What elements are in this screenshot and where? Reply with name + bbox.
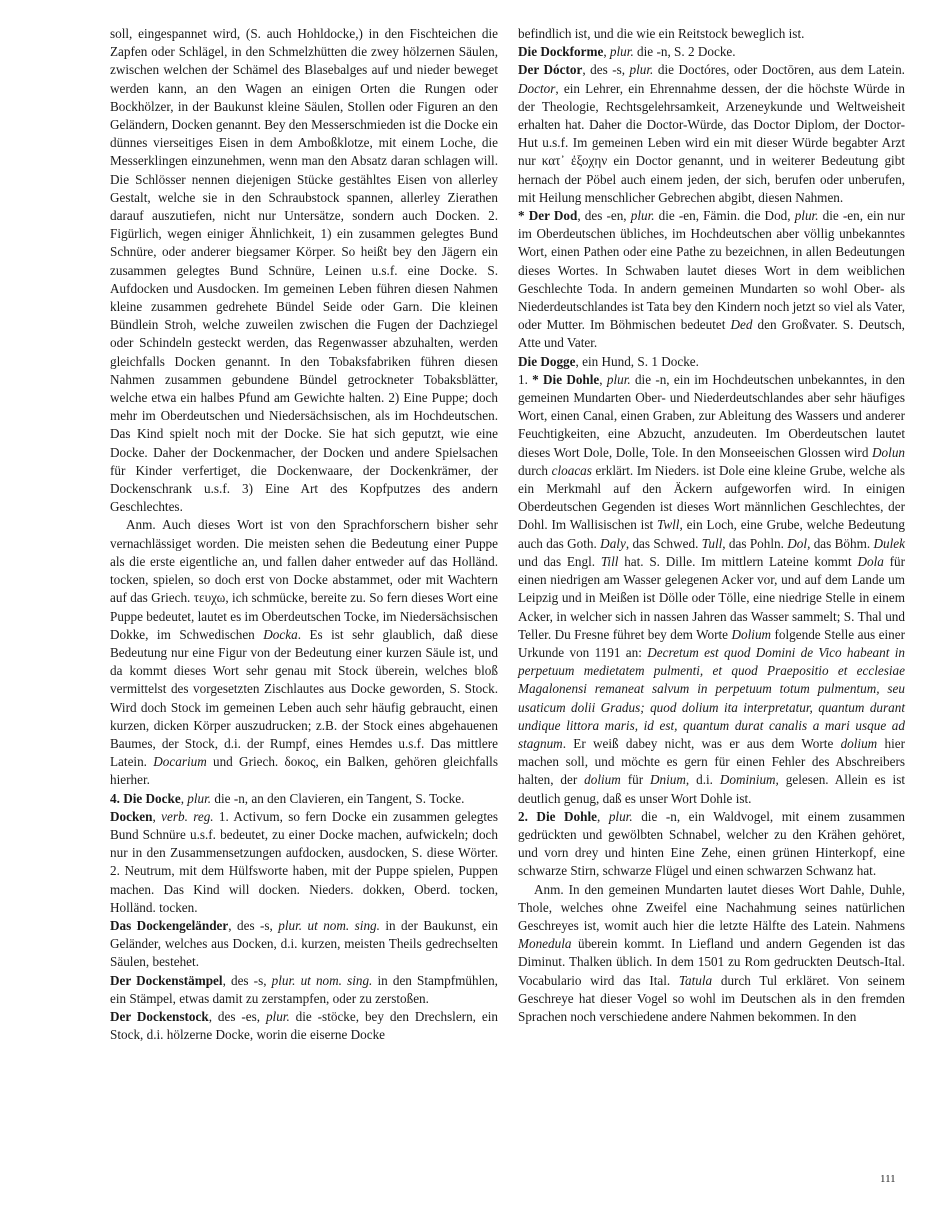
- text: Anm. In den gemeinen Mundarten lautet dieses Wort Dahle, Duhle, Thole, welches ohne Zweifel eine Nachahmung seines natürlichen Geschreyes ist, womit auch hier die letzte Hälfte des Latein. Nahmens: [518, 881, 905, 933]
- text: , des -en,: [577, 208, 631, 224]
- text: 1. Activum, so fern Docke ein zusammen gelegtes Bund Schnüre u.s.f. bedeutet, zu einer Docke machen, aufwickeln; doch nur in den Zusammensetzungen aufdocken, ausdocken, S. diese Wörter. 2. Neutrum, mit dem Hülfsworte haben, mit der Puppe spielen, Puppen machen. Das Kind will docken. Nieders. dokken, Oberd. tocken, Holländ. tocken.: [110, 808, 498, 915]
- text: . Er weiß dabey nicht, was er aus dem Worte: [562, 735, 841, 751]
- entry-doctor: [518, 61, 905, 207]
- italic-term: cloacas: [551, 462, 592, 478]
- text: durch Tul erkläret. Von seinem Geschreye hat dieser Vogel so wohl im Deutschen als in den fremden Sprachen noch verschiedene andere Nahmen bekommen. In den: [518, 972, 905, 1024]
- entry-dockengelaender: [110, 917, 498, 972]
- text: ,: [599, 371, 607, 387]
- page-number: 111: [880, 1173, 896, 1185]
- italic-term: Ded: [730, 317, 753, 333]
- text: den Großvater. S. Deutsch, Atte und Vater.: [518, 317, 905, 351]
- italic-term: Docka: [263, 626, 298, 642]
- text: und das Engl.: [518, 553, 601, 569]
- docke-annotation: [110, 516, 498, 789]
- entry-dogge: [518, 353, 905, 371]
- grammar-label: plur.: [629, 62, 654, 78]
- grammar-label: plur.: [187, 790, 212, 806]
- text: , d.i.: [685, 772, 720, 788]
- grammar-label: plur. ut nom. sing.: [278, 917, 380, 933]
- italic-term: Dolun: [872, 444, 905, 460]
- text: in der Baukunst, ein Geländer, welches aus Docken, d.i. kurzen, meisten Theils gedrechselten Säulen, bestehet.: [110, 917, 498, 970]
- text: ein Doctor genannt, und in weiterer Bedeutung gibt hernach der Pöbel auch einem jeden, der sich, berufen oder unberufen, mit Heilung menschlicher Gebrechen abgibt, diesen Nahmen.: [518, 153, 905, 205]
- entry-headword: Der Dockenstämpel: [110, 972, 223, 988]
- text: , ein Lehrer, ein Ehrennahme dessen, der die höchste Würde in der Theologie, Rechtsgelehrsamkeit, Arzeneykunde und Weltweisheit erhalten hat. Daher die Doctor-Würde, das Doctor Diplom, der Doctor-Hut u.s.f. Im gemeinen Leben wird ein mit dieser Würde begabter Arzt nur: [518, 80, 905, 169]
- entry-dod: [518, 207, 905, 353]
- grammar-label: plur. ut nom. sing.: [271, 972, 373, 988]
- text: durch: [518, 462, 552, 478]
- text: , ein Balken, gehören gleichfalls hierher.: [110, 754, 498, 788]
- text: und Griech.: [206, 754, 285, 770]
- grammar-label: plur.: [609, 44, 634, 60]
- italic-term: Daly: [600, 535, 626, 551]
- entry-headword: Die Dockforme: [518, 44, 604, 60]
- text: , das Schwed.: [625, 535, 702, 551]
- text: , ich schmücke, bereite zu. So fern dieses Wort eine Puppe bedeutet, lautet es im Oberdeutschen Tocke, im Niedersächsischen Dokke, im Schwedischen: [110, 590, 498, 642]
- italic-term: Dominium,: [719, 772, 779, 788]
- italic-term: Dnium: [650, 772, 686, 788]
- text: befindlich ist, und die wie ein Reitstock beweglich ist.: [518, 26, 805, 41]
- text: für einen niedrigen am Wasser gelegenen Acker vor, und auf dem Lande um Leipzig und in Meißen ist Dölle oder Tölle, eine niedrige Stelle in einem Acker, in welcher sich in nassen Jahren das Wasser sammelt; S. Thal und Teller. Du Fresne führet bey dem Worte: [518, 553, 905, 642]
- italic-term: Twll: [656, 517, 680, 533]
- text: gelesen. Allein es ist deutlich genug, daß es unser Wort Dohle ist.: [518, 772, 905, 806]
- text: ,: [596, 808, 609, 824]
- text: hat. S. Dille. Im mittlern Lateine kommt: [618, 553, 858, 569]
- entry-headword: Der Dockenstock: [110, 1008, 209, 1024]
- text: die -n, S. 2 Docke.: [633, 44, 736, 60]
- grammar-label: plur.: [630, 208, 655, 224]
- italic-term: Docarium: [153, 754, 207, 770]
- entry-headword: Docken: [110, 808, 153, 824]
- italic-term: Tull: [701, 535, 723, 551]
- italic-term: Monedula: [518, 936, 572, 952]
- text: die Doctóres, oder Doctōren, aus dem Latein.: [653, 62, 905, 78]
- italic-term: Dulek: [873, 535, 905, 551]
- greek-word: κατ᾽ ἐξοχην: [541, 153, 608, 169]
- text: . Es ist sehr glaublich, daß diese Bedeutung nur eine Figur von der Bedeutung einer kurzen Säule ist, und da kommt dieses Wort sehr genau mit Stock überein, welches bloß vermittelst des vorgesetzten Zischlautes aus Docke geworden, S. Stock. Wird doch Stock im gemeinen Leben auch sehr häufig gebraucht, einen kurzen, dicken Körper auszudrucken; z.B. der Stock eines abgehauenen Baumes, der Stock, d.i. der Rumpf, eines Hemdes u.s.f. Das mittlere Latein.: [110, 626, 498, 770]
- italic-term: Tatula: [678, 972, 713, 988]
- italic-term: Dol: [787, 535, 808, 551]
- italic-term: dolium: [584, 772, 621, 788]
- text: die -stöcke, bey den Drechslern, ein Stock, d.i. hölzerne Docke, worin die eiserne Docke: [110, 1008, 498, 1043]
- text: in den Stampfmühlen, ein Stämpel, etwas damit zu zerstampfen, oder zu zerstoßen.: [110, 972, 498, 1006]
- grammar-label: plur.: [606, 371, 631, 387]
- entry-dohle-1: [518, 371, 905, 808]
- text: für: [620, 772, 650, 788]
- entry-docke-4: [110, 790, 498, 808]
- italic-term: Dolium: [731, 626, 772, 642]
- text: überein kommt. In Liefland und andern Gegenden ist das Diminut. Thalken üblich. In dem 1501 zu Rom gedruckten Deutsch-Ital. Vocabulario wird das Ital.: [518, 936, 905, 988]
- text: die -n, ein im Hochdeutschen unbekanntes, in den gemeinen Mundarten Ober- und Niederdeutschlandes aber sehr häufiges Wort, einen Canal, einen Graben, zur Ableitung des Wassers und anderer Feuchtigkeiten, eine Abzucht, anzudeuten. Im Oberdeutschen lautet dieses Wort Dole, Dolle, Tole. In den Monseeischen Glossen wird: [518, 371, 906, 460]
- entry-headword: 2. Die Dohle: [518, 808, 597, 824]
- text: , ein Loch, eine Grube, welche Bedeutung auch das Goth.: [518, 517, 905, 551]
- text: Anm. Auch dieses Wort ist von den Sprachforschern bisher sehr vernachlässiget worden. Die meisten sehen die Bedeutung einer Puppe als die erste eigentliche an, und fallen daher entweder auf das Holländ. tocken, spielen, so doch erst von Docke abstammet, oder mit Wachtern auf das Griech.: [110, 517, 498, 606]
- latin-quotation: Decretum est quod Domini de Vico habeant in perpetuum medietatem pulmenti, et quod Praepositio et ecclesiae Magalonensi remaneat salvum in perpetuum totum pulmentum, seu usaticum dolii Gradus; quod dolium ita interpretatur, quantum durant undique littora maris, id est, quantum durat canalis a mari usque ad stagnum: [518, 644, 905, 751]
- entry-dockenstaempel: [110, 972, 498, 1008]
- dockenstock-continuation: [518, 25, 905, 43]
- text: ,: [603, 44, 610, 60]
- entry-headword: Die Dogge: [518, 353, 576, 369]
- italic-term: Doctor: [518, 80, 556, 96]
- text: , des -es,: [208, 1008, 266, 1024]
- text: folgende Stelle aus einer Urkunde von 1191 an:: [518, 626, 905, 660]
- right-column: [518, 25, 905, 1026]
- text: ,: [152, 808, 162, 824]
- text: die -n, an den Clavieren, ein Tangent, S. Tocke.: [211, 790, 465, 806]
- text: , ein Hund, S. 1 Docke.: [575, 353, 699, 369]
- entry-headword: * Der Dod: [518, 208, 578, 224]
- text: , des -s,: [222, 972, 272, 988]
- entry-dohle-2: [518, 808, 905, 881]
- text: , des -s,: [582, 62, 630, 78]
- entry-dockenstock: [110, 1008, 498, 1044]
- text: ,: [180, 790, 188, 806]
- entry-dockforme: [518, 43, 905, 61]
- entry-headword: Das Dockengeländer: [110, 917, 229, 933]
- text: , des -s,: [228, 917, 279, 933]
- docke-continuation: [110, 25, 498, 516]
- text: soll, eingespannet wird, (S. auch Hohldocke,) in den Fischteichen die Zapfen oder Schlägel, in den Schmelzhütten die zwey hölzernen Säulen, zwischen welchen der Schämel des Blasebalges auf und nieder beweget werden kann, an den Wagen an einigen Orten die Rungen oder Bockhölzer, in der Baukunst kleine Säulen, Stollen oder Figuren an den Geländern, Docken genannt. Bey den Messerschmieden ist die Docke ein dünnes vierseitiges Eisen in dem Amboßklotze, mit einem Loche, die Messerklingen einzunehmen, wenn man den Absatz daran schlagen will. Die Schlösser nennen diejenigen Stücke gestähltes Eisen von allerley Gestalt, welche sie in den Schraubstock spannen, allerley Zierathen darauf auszutiefen, nicht nur Untersätze, sondern auch Docken. 2. Figürlich, wegen einiger Ähnlichkeit, 1) ein zusammen gelegtes Bund Schnüre, oder anderer biegsamer Körper. So heißt bey den Jägern ein zusammen gelegtes Bund Schnüre, Leinen u.s.f. eine Docke. S. Aufdocken und Ausdocken. Im gemeinen Leben führen diesen Nahmen kleine zusammen gedrehete Bündel Seide oder Garn. Die kleinen Bündlein Stroh, welche zuweilen zwischen die Fugen der Dachziegel oder Schindeln gesteckt werden, das Regenwasser abzuhalten, werden gleichfalls Docken genannt. In den Tobaksfabriken führen diesen Nahmen zusammen gebundene Bündel getrockneter Tobaksblätter, welche etwa ein halbes Pfund am Gewichte halten. 2) Eine Puppe; doch mehr im Oberdeutschen und Niedersächsischen, als im Hochdeutschen. Das Kind spielt noch mit der Docke. Sie hat sich geputzt, wie eine Docke. Daher der Dockenmacher, der Docken und andere Spielsachen für Kinder verfertiget, die Dockenwaare, der Dockenkrämer, der Dockenschrank u.s.f. 3) Eine Art des Kopfputzes des andern Geschlechtes.: [110, 26, 498, 515]
- entry-number: 1.: [518, 371, 533, 387]
- grammar-label: plur.: [608, 808, 633, 824]
- text: , das Böhm.: [807, 535, 874, 551]
- greek-word: δοκος: [284, 754, 316, 770]
- grammar-label: verb. reg.: [161, 808, 214, 824]
- grammar-label: plur.: [794, 208, 819, 224]
- left-column: [110, 25, 498, 1044]
- text: , das Pohln.: [722, 535, 788, 551]
- text: hier machen soll, und möchte es gern für einen Fehler des Abschreibers halten, der: [518, 735, 905, 788]
- entry-headword: Der Dóctor: [518, 62, 583, 78]
- text: die -n, ein Waldvogel, mit einem zusammen gedrückten und gewölbten Schnabel, welcher zu den Krähen gehöret, und vorn drey und hinten Eine Zehe, einen grünen Hinterkopf, eine schwarze Stirn, schwarze Flügel und einen schwarzen Schwanz hat.: [518, 808, 905, 879]
- italic-term: dolium: [840, 735, 878, 751]
- entry-headword: * Die Dohle: [532, 371, 600, 387]
- entry-docken: [110, 808, 498, 917]
- text: die -en, Fämin. die Dod,: [654, 208, 795, 224]
- dohle-annotation: [518, 881, 905, 1027]
- italic-term: Till: [600, 553, 619, 569]
- text: die -en, ein nur im Oberdeutschen übliches, im Hochdeutschen aber völlig unbekanntes Wort, einen Pathen oder eine Pathe zu bezeichnen, in allen Bedeutungen dieses Wortes. In Schwaben lautet dieses Wort in dem weiblichen Geschlechte Toda. In andern gemeinen Mundarten so wohl Ober- als Niederdeutschlandes ist Tata bey den Kindern noch jetzt so viel als Vater, oder Mutter. Im Böhmischen bedeutet: [518, 208, 905, 333]
- greek-word: τευχω: [193, 590, 226, 606]
- italic-term: Dola: [857, 553, 884, 569]
- text: erklärt. Im Nieders. ist Dole eine kleine Grube, welche als ein Merkmahl auf den Äckern aufgeworfen wird. In einigen Oberdeutschen Gegenden ist dieses Wort männlichen Geschlechtes, der Dohl. Im Wallisischen ist: [518, 462, 905, 533]
- entry-headword: 4. Die Docke: [110, 790, 181, 806]
- grammar-label: plur.: [265, 1008, 290, 1024]
